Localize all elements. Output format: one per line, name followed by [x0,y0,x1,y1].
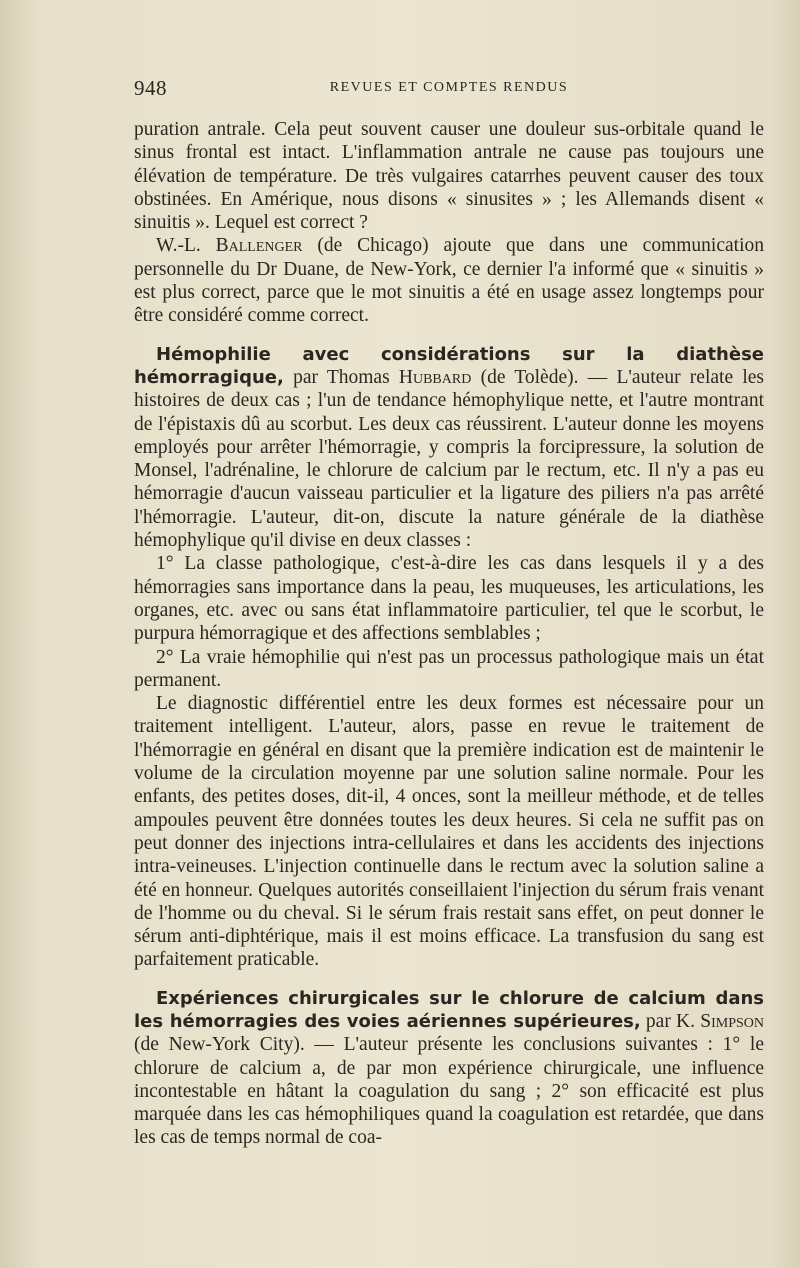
page-header [134,76,764,100]
section-hemophilie [134,343,764,553]
section-title: Hémophilie avec considérations sur la diathèse hémorragique, [134,343,764,388]
section-title: Expériences chirurgicales sur le chlorure de calcium dans les hémorragies des voies aériennes supérieures, [134,987,764,1032]
section-text: (de New-York City). — L'auteur présente les conclusions suivantes : 1° le chlorure de calcium a, de par mon expérience chirurgicale, une influence incontestable en hâtant la coagulation du sang ; 2° son efficacité est plus marquée dans les cas hémophiliques quand la coagulation est retardée, que dans les cas de temps normal de coa- [134,1034,764,1149]
paragraph-diagnostic: Le diagnostic différentiel entre les deux formes est nécessaire pour un traitement intelligent. L'auteur, alors, passe en revue le traitement de l'hémorragie en général en disant que la première indication est de maintenir le volume de la circulation moyenne par une solution saline normale. Pour les enfants, des petites doses, dit-il, 4 onces, sont la meilleur méthode, et de telles ampoules peuvent être données toutes les deux heures. Si cela ne suffit pas on peut donner des injections intra-cellulaires et dans les accidents des injections intra-veineuses. L'injection continuelle dans le rectum avec la solution saline a été en honneur. Quelques autorités conseillaient l'injection du sérum frais venant de l'homme ou du cheval. Si le sérum frais restait sans effet, on peut donner le sérum anti-diphtérique, mais il est moins efficace. La transfusion du sang est parfaitement praticable. [134,693,764,971]
paragraph-continuation: puration antrale. Cela peut souvent causer une douleur sus-orbitale quand le sinus frontal est intact. L'inflammation antrale ne cause pas toujours une élévation de température. De très vulgaires catarrhes peuvent causer des toux obstinées. En Amérique, nous disons « sinusites » ; les Allemands disent « sinuitis ». Lequel est correct ? [134,119,764,234]
list-item-1: 1° La classe pathologique, c'est-à-dire les cas dans lesquels il y a des hémorragies sans importance dans la peau, les muqueuses, les articulations, les organes, etc. avec ou sans état inflammatoire particulier, tel que le scorbut, le purpura hémorragique et des affections semblables ; [134,553,764,645]
paragraph-text: (de Chicago) ajoute que dans une communication personnelle du Dr Duane, de New-York, ce dernier l'a informé que « sinuitis » est plus correct, parce que le mot sinuitis a été en usage assez longtemps pour être considéré comme correct. [134,235,764,327]
byline: par K. [640,1010,701,1032]
running-title: REVUES ET COMPTES RENDUS [329,80,569,95]
paragraph-ballenger [134,234,764,327]
author-name: Simpson [700,1010,764,1032]
list-item-2: 2° La vraie hémophilie qui n'est pas un processus pathologique mais un état permanent. [134,646,764,691]
article-body [134,118,764,1150]
author-name: Ballenger [215,235,303,257]
byline: par Thomas [283,366,399,388]
section-calcium [134,987,764,1150]
author-prefix: W.-L. [156,235,216,257]
page-number: 948 [134,76,167,100]
author-name: Hubbard [398,366,472,388]
section-text: (de Tolède). — L'auteur relate les histoires de deux cas ; l'un de tendance hémophylique nette, et l'autre montrant de l'épistaxis dû au scorbut. Les deux cas réussirent. L'auteur donne les moyens employés pour arrêter l'hémorragie, y compris la forcipressure, la solution de Monsel, l'adrénaline, le chlorure de calcium par le rectum, etc. Il n'y a pas eu hémorragie d'aucun vaisseau particulier et la ligature des piliers n'a pas arrêté l'hémorragie. L'auteur, dit-on, discute la nature générale de la diathèse hémophylique qu'il divise en deux classes : [134,366,764,552]
